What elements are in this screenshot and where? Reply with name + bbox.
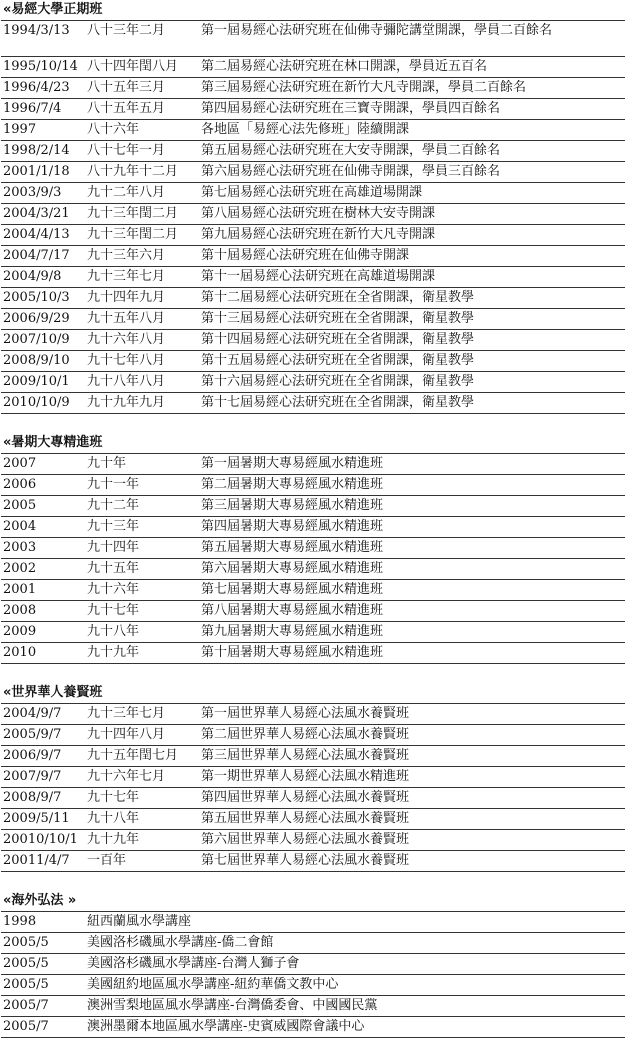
lunar-date-cell: 九十六年七月	[85, 767, 199, 788]
date-cell: 2010/10/9	[1, 393, 85, 414]
description-cell: 第五屆易經心法研究班在大安寺開課，學員二百餘名	[199, 141, 625, 162]
date-cell: 2001/1/18	[1, 162, 85, 183]
table-row	[1, 746, 625, 767]
date-cell: 20011/4/7	[1, 851, 85, 872]
table-row	[1, 538, 625, 559]
lunar-date-cell: 九十三年七月	[85, 704, 199, 725]
lunar-date-cell: 九十三年七月	[85, 267, 199, 288]
lunar-date-cell: 八十五年三月	[85, 78, 199, 99]
table-row	[1, 99, 625, 120]
description-cell: 第二屆易經心法研究班在林口開課，學員近五百名	[199, 57, 625, 78]
table-row	[1, 496, 625, 517]
lunar-date-cell: 九十一年	[85, 475, 199, 496]
date-cell: 2006/9/29	[1, 309, 85, 330]
description-cell: 各地區「易經心法先修班」陸續開課	[199, 120, 625, 141]
table-row	[1, 725, 625, 746]
date-cell: 2001	[1, 580, 85, 601]
description-cell: 第一屆易經心法研究班在仙佛寺彌陀講堂開課，學員二百餘名	[199, 21, 625, 57]
table-row	[1, 851, 625, 872]
description-cell: 第九屆易經心法研究班在新竹大凡寺開課	[199, 225, 625, 246]
lunar-date-cell: 九十七年	[85, 788, 199, 809]
description-cell: 第二屆暑期大專易經風水精進班	[199, 475, 625, 496]
lunar-date-cell: 九十四年	[85, 538, 199, 559]
date-cell: 2005/7	[1, 1017, 85, 1038]
description-cell: 第七屆世界華人易經心法風水養賢班	[199, 851, 625, 872]
lunar-date-cell: 八十九年十二月	[85, 162, 199, 183]
table-row	[1, 580, 625, 601]
description-cell: 第四屆暑期大專易經風水精進班	[199, 517, 625, 538]
lunar-date-cell: 九十二年八月	[85, 183, 199, 204]
lunar-date-cell: 九十三年六月	[85, 246, 199, 267]
section-title-world-chinese-class: «世界華人養賢班	[3, 685, 103, 700]
date-cell: 2004/3/21	[1, 204, 85, 225]
table-row	[1, 704, 625, 725]
table-row	[1, 372, 625, 393]
table-row	[1, 21, 625, 57]
lunar-date-cell: 九十八年	[85, 622, 199, 643]
description-cell: 第三屆世界華人易經心法風水養賢班	[199, 746, 625, 767]
description-cell: 第一屆世界華人易經心法風水養賢班	[199, 704, 625, 725]
lunar-date-cell: 一百年	[85, 851, 199, 872]
lunar-date-cell: 九十五年	[85, 559, 199, 580]
date-cell: 1996/7/4	[1, 99, 85, 120]
table-row	[1, 246, 625, 267]
date-cell: 2002	[1, 559, 85, 580]
table-row	[1, 809, 625, 830]
table-row	[1, 162, 625, 183]
description-cell: 美國洛杉磯風水學講座-台灣人獅子會	[85, 954, 625, 975]
description-cell: 第八屆易經心法研究班在樹林大安寺開課	[199, 204, 625, 225]
lunar-date-cell: 九十二年	[85, 496, 199, 517]
date-cell: 2010	[1, 643, 85, 664]
description-cell: 第三屆易經心法研究班在新竹大凡寺開課，學員二百餘名	[199, 78, 625, 99]
date-cell: 20010/10/1	[1, 830, 85, 851]
lunar-date-cell: 九十七年八月	[85, 351, 199, 372]
date-cell: 2009/10/1	[1, 372, 85, 393]
lunar-date-cell: 九十三年閏二月	[85, 225, 199, 246]
description-cell: 第十屆易經心法研究班在仙佛寺開課	[199, 246, 625, 267]
table-row	[1, 57, 625, 78]
table-row	[1, 288, 625, 309]
date-cell: 2008/9/10	[1, 351, 85, 372]
lunar-date-cell: 九十六年	[85, 580, 199, 601]
description-cell: 第六屆易經心法研究班在仙佛寺開課，學員三百餘名	[199, 162, 625, 183]
description-cell: 第五屆世界華人易經心法風水養賢班	[199, 809, 625, 830]
date-cell: 2007/10/9	[1, 330, 85, 351]
table-regular-class	[1, 20, 625, 414]
description-cell: 第十三屆易經心法研究班在全省開課，衛星教學	[199, 309, 625, 330]
description-cell: 紐西蘭風水學講座	[85, 912, 625, 933]
date-cell: 2007/9/7	[1, 767, 85, 788]
lunar-date-cell: 八十五年五月	[85, 99, 199, 120]
lunar-date-cell: 八十六年	[85, 120, 199, 141]
lunar-date-cell: 九十五年閏七月	[85, 746, 199, 767]
table-row	[1, 183, 625, 204]
table-row	[1, 601, 625, 622]
lunar-date-cell: 九十五年八月	[85, 309, 199, 330]
description-cell: 第五屆暑期大專易經風水精進班	[199, 538, 625, 559]
lunar-date-cell: 九十三年閏二月	[85, 204, 199, 225]
description-cell: 第十六屆易經心法研究班在全省開課，衛星教學	[199, 372, 625, 393]
date-cell: 2007	[1, 454, 85, 475]
date-cell: 2003/9/3	[1, 183, 85, 204]
table-summer-class	[1, 453, 625, 664]
date-cell: 2004/9/7	[1, 704, 85, 725]
table-row	[1, 643, 625, 664]
date-cell: 2004/9/8	[1, 267, 85, 288]
table-row	[1, 225, 625, 246]
date-cell: 1996/4/23	[1, 78, 85, 99]
description-cell: 第九屆暑期大專易經風水精進班	[199, 622, 625, 643]
date-cell: 2004/4/13	[1, 225, 85, 246]
description-cell: 澳洲墨爾本地區風水學講座-史賓威國際會議中心	[85, 1017, 625, 1038]
lunar-date-cell: 九十三年	[85, 517, 199, 538]
description-cell: 第十五屆易經心法研究班在全省開課，衛星教學	[199, 351, 625, 372]
description-cell: 美國紐約地區風水學講座-紐約華僑文教中心	[85, 975, 625, 996]
description-cell: 第七屆暑期大專易經風水精進班	[199, 580, 625, 601]
date-cell: 2009	[1, 622, 85, 643]
lunar-date-cell: 九十四年九月	[85, 288, 199, 309]
description-cell: 美國洛杉磯風水學講座-僑二會館	[85, 933, 625, 954]
table-row	[1, 475, 625, 496]
date-cell: 2004/7/17	[1, 246, 85, 267]
table-row	[1, 120, 625, 141]
description-cell: 第四屆世界華人易經心法風水養賢班	[199, 788, 625, 809]
table-row	[1, 622, 625, 643]
description-cell: 澳洲雪梨地區風水學講座-台灣僑委會、中國國民黨	[85, 996, 625, 1017]
section-title-summer-class: «暑期大專精進班	[3, 435, 103, 450]
description-cell: 第六屆暑期大專易經風水精進班	[199, 559, 625, 580]
table-world-chinese-class	[1, 703, 625, 872]
date-cell: 2005/9/7	[1, 725, 85, 746]
table-row	[1, 78, 625, 99]
table-row	[1, 767, 625, 788]
date-cell: 1994/3/13	[1, 21, 85, 57]
table-row	[1, 267, 625, 288]
date-cell: 1997	[1, 120, 85, 141]
section-title-overseas: «海外弘法 »	[3, 893, 77, 908]
description-cell: 第七屆易經心法研究班在高雄道場開課	[199, 183, 625, 204]
lunar-date-cell: 八十七年一月	[85, 141, 199, 162]
spacer	[0, 872, 626, 891]
table-row	[1, 559, 625, 580]
description-cell: 第一期世界華人易經心法風水精進班	[199, 767, 625, 788]
description-cell: 第六屆世界華人易經心法風水養賢班	[199, 830, 625, 851]
lunar-date-cell: 九十八年八月	[85, 372, 199, 393]
description-cell: 第一屆暑期大專易經風水精進班	[199, 454, 625, 475]
lunar-date-cell: 九十九年	[85, 830, 199, 851]
date-cell: 2008/9/7	[1, 788, 85, 809]
table-row	[1, 393, 625, 414]
table-row	[1, 330, 625, 351]
date-cell: 2006/9/7	[1, 746, 85, 767]
table-row	[1, 933, 625, 954]
lunar-date-cell: 九十九年	[85, 643, 199, 664]
lunar-date-cell: 九十八年	[85, 809, 199, 830]
table-overseas	[1, 911, 625, 1038]
date-cell: 1995/10/14	[1, 57, 85, 78]
lunar-date-cell: 九十年	[85, 454, 199, 475]
table-row	[1, 788, 625, 809]
section-title-regular-class: «易經大學正期班	[3, 2, 103, 17]
lunar-date-cell: 九十九年九月	[85, 393, 199, 414]
table-row	[1, 830, 625, 851]
description-cell: 第二屆世界華人易經心法風水養賢班	[199, 725, 625, 746]
description-cell: 第三屆暑期大專易經風水精進班	[199, 496, 625, 517]
table-row	[1, 996, 625, 1017]
description-cell: 第十二屆易經心法研究班在全省開課，衛星教學	[199, 288, 625, 309]
table-row	[1, 309, 625, 330]
date-cell: 2005/10/3	[1, 288, 85, 309]
table-row	[1, 975, 625, 996]
lunar-date-cell: 九十六年八月	[85, 330, 199, 351]
table-row	[1, 204, 625, 225]
date-cell: 2008	[1, 601, 85, 622]
table-row	[1, 954, 625, 975]
table-row	[1, 141, 625, 162]
table-row	[1, 1017, 625, 1038]
date-cell: 2009/5/11	[1, 809, 85, 830]
table-row	[1, 517, 625, 538]
date-cell: 2005	[1, 496, 85, 517]
description-cell: 第八屆暑期大專易經風水精進班	[199, 601, 625, 622]
description-cell: 第四屆易經心法研究班在三寶寺開課，學員四百餘名	[199, 99, 625, 120]
table-row	[1, 912, 625, 933]
date-cell: 1998/2/14	[1, 141, 85, 162]
spacer	[0, 414, 626, 433]
date-cell: 2004	[1, 517, 85, 538]
lunar-date-cell: 九十七年	[85, 601, 199, 622]
date-cell: 2005/5	[1, 954, 85, 975]
description-cell: 第十屆暑期大專易經風水精進班	[199, 643, 625, 664]
date-cell: 2005/5	[1, 933, 85, 954]
lunar-date-cell: 九十四年八月	[85, 725, 199, 746]
date-cell: 1998	[1, 912, 85, 933]
date-cell: 2005/5	[1, 975, 85, 996]
date-cell: 2006	[1, 475, 85, 496]
date-cell: 2003	[1, 538, 85, 559]
table-row	[1, 351, 625, 372]
spacer	[0, 664, 626, 683]
date-cell: 2005/7	[1, 996, 85, 1017]
table-row	[1, 454, 625, 475]
description-cell: 第十七屆易經心法研究班在全省開課，衛星教學	[199, 393, 625, 414]
lunar-date-cell: 八十三年二月	[85, 21, 199, 57]
description-cell: 第十四屆易經心法研究班在全省開課，衛星教學	[199, 330, 625, 351]
lunar-date-cell: 八十四年閏八月	[85, 57, 199, 78]
description-cell: 第十一屆易經心法研究班在高雄道場開課	[199, 267, 625, 288]
